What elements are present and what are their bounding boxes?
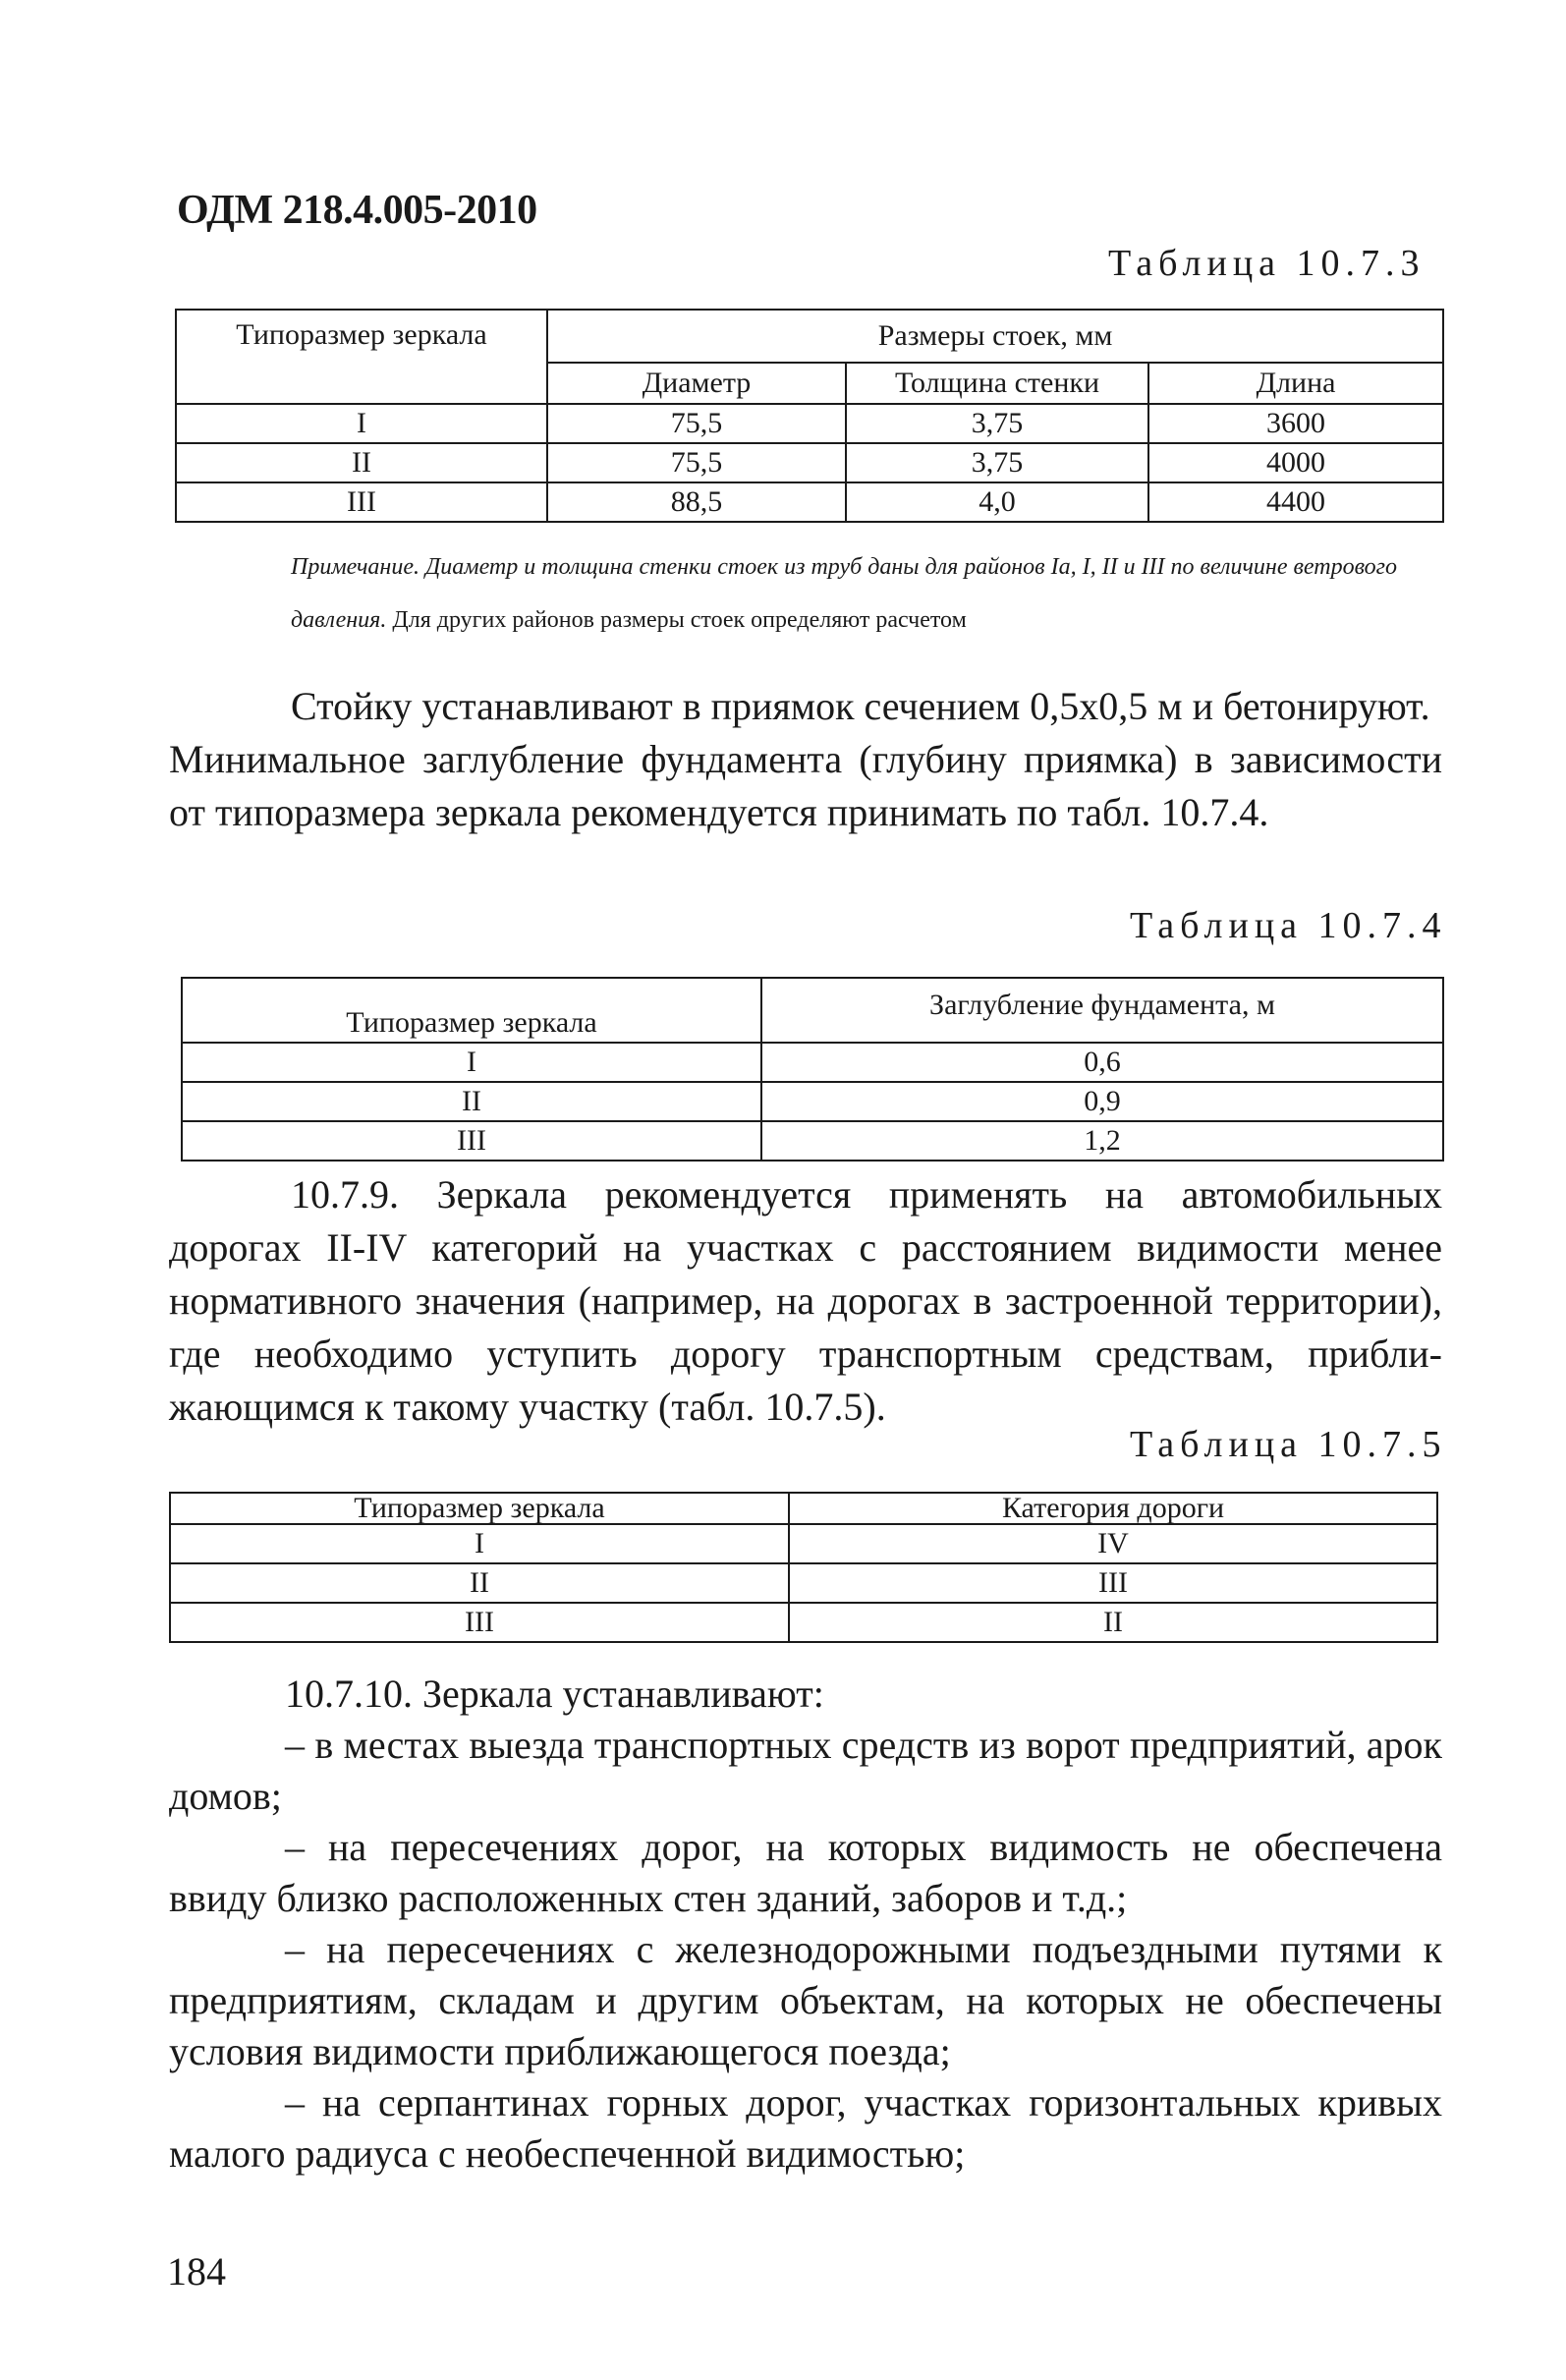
cell-length: 4000 — [1148, 443, 1443, 482]
paragraph-line: жающимся к такому участку (табл. 10.7.5). — [169, 1385, 886, 1429]
table-row — [176, 443, 1443, 482]
paragraph-line: 10.7.9. Зеркала рекомендуется применять на автомобильных — [291, 1172, 1442, 1217]
cell-diameter: 75,5 — [547, 443, 846, 482]
cell-size: II — [182, 1082, 761, 1121]
list-item-continuation: малого радиуса с необеспеченной видимостью; — [169, 2131, 966, 2176]
table-10-7-5 — [169, 1492, 1438, 1643]
table-10-7-3-caption: Таблица 10.7.3 — [1108, 243, 1426, 284]
header-wall-thickness: Толщина стенки — [846, 363, 1148, 404]
section-intro: 10.7.10. Зеркала устанавливают: — [285, 1672, 824, 1716]
header-length: Длина — [1148, 363, 1443, 404]
paragraph-line: Минимальное заглубление фундамента (глубину приямка) в зависимости — [169, 737, 1442, 781]
paragraph-line: Стойку устанавливают в приямок сечением 0,5х0,5 м и бетонируют. — [291, 684, 1430, 728]
table-10-7-5-caption: Таблица 10.7.5 — [1130, 1424, 1447, 1465]
table-row — [182, 1043, 1443, 1082]
header-road-category: Категория дороги — [789, 1493, 1437, 1524]
cell-depth: 1,2 — [761, 1121, 1443, 1161]
cell-length: 4400 — [1148, 482, 1443, 522]
cell-diameter: 88,5 — [547, 482, 846, 522]
cell-thickness: 3,75 — [846, 404, 1148, 443]
cell-depth: 0,6 — [761, 1043, 1443, 1082]
document-code: ОДМ 218.4.005-2010 — [177, 188, 537, 233]
paragraph-line: дорогах II-IV категорий на участках с расстоянием видимости менее — [169, 1225, 1442, 1270]
paragraph-line: где необходимо уступить дорогу транспортным средствам, прибли- — [169, 1332, 1442, 1376]
table-row — [170, 1563, 1437, 1603]
cell-length: 3600 — [1148, 404, 1443, 443]
table-row — [176, 404, 1443, 443]
table-10-7-3 — [175, 309, 1444, 523]
cell-size: III — [182, 1121, 761, 1161]
table-note — [291, 540, 1442, 647]
list-item-continuation: домов; — [169, 1774, 282, 1818]
cell-category: II — [789, 1603, 1437, 1642]
cell-depth: 0,9 — [761, 1082, 1443, 1121]
list-item: – в местах выезда транспортных средств из ворот предприятий, арок — [285, 1723, 1442, 1767]
list-item-continuation: ввиду близко расположенных стен зданий, заборов и т.д.; — [169, 1876, 1128, 1920]
header-post-dimensions: Размеры стоек, мм — [547, 310, 1443, 363]
cell-category: IV — [789, 1524, 1437, 1563]
cell-size: II — [176, 443, 547, 482]
header-size: Типоразмер зеркала — [170, 1493, 789, 1524]
note-label: Примечание. — [291, 554, 419, 580]
table-row — [176, 482, 1443, 522]
cell-size: I — [182, 1043, 761, 1082]
list-item: – на пересечениях с железнодорожными подъездными путями к — [285, 1927, 1442, 1971]
header-size: Типоразмер зеркала — [176, 310, 547, 404]
list-item: – на пересечениях дорог, на которых видимость не обеспечена — [285, 1825, 1442, 1869]
page-number: 184 — [167, 2249, 226, 2294]
paragraph-line: от типоразмера зеркала рекомендуется принимать по табл. 10.7.4. — [169, 790, 1269, 834]
table-row — [170, 1524, 1437, 1563]
cell-size: I — [176, 404, 547, 443]
list-item-continuation: предприятиям, складам и другим объектам, на которых не обеспечены — [169, 1978, 1442, 2022]
cell-diameter: 75,5 — [547, 404, 846, 443]
list-item-continuation: условия видимости приближающегося поезда; — [169, 2029, 951, 2073]
header-diameter: Диаметр — [547, 363, 846, 404]
header-size: Типоразмер зеркала — [182, 978, 761, 1043]
note-text: Диаметр и толщина стенки стоек из труб даны для районов Iа, I, II и III по величине ветрового давления. — [291, 554, 1398, 633]
list-item: – на серпантинах горных дорог, участках горизонтальных кривых — [285, 2080, 1442, 2125]
cell-size: III — [176, 482, 547, 522]
note-rest: Для других районов размеры стоек определяют расчетом — [392, 607, 967, 633]
cell-thickness: 3,75 — [846, 443, 1148, 482]
table-row — [170, 1603, 1437, 1642]
header-foundation-depth: Заглубление фундамента, м — [761, 978, 1443, 1043]
cell-size: II — [170, 1563, 789, 1603]
table-10-7-4-caption: Таблица 10.7.4 — [1130, 905, 1447, 946]
paragraph-line: нормативного значения (например, на дорогах в застроенной территории), — [169, 1278, 1442, 1323]
cell-category: III — [789, 1563, 1437, 1603]
table-row — [182, 1121, 1443, 1161]
cell-thickness: 4,0 — [846, 482, 1148, 522]
table-row — [182, 1082, 1443, 1121]
table-10-7-4 — [181, 977, 1444, 1162]
cell-size: I — [170, 1524, 789, 1563]
cell-size: III — [170, 1603, 789, 1642]
